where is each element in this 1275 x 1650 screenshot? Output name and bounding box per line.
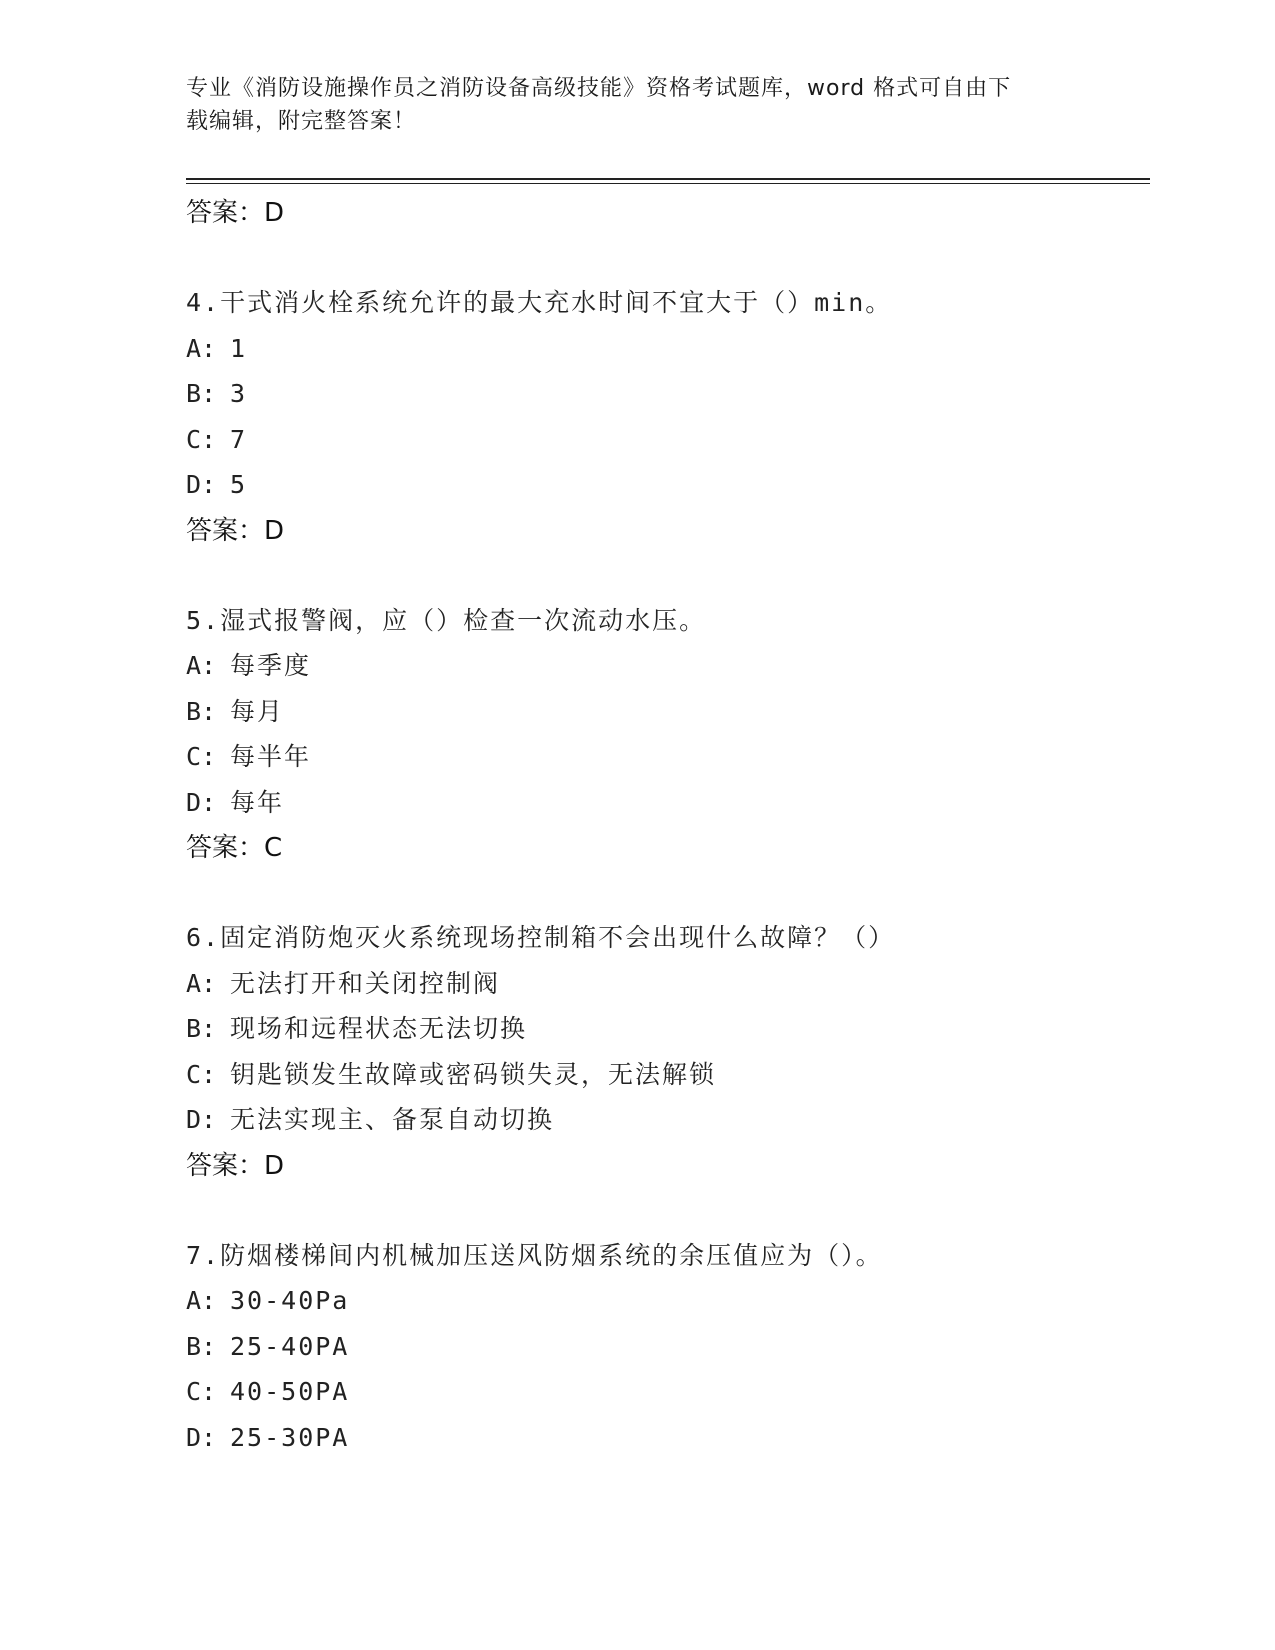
option-key: C: [186,742,217,771]
document-header [186,72,1066,138]
question-list [186,190,1146,1460]
option-value: 无法打开和关闭控制阀 [230,968,501,998]
answer-line: 答案：C [186,833,283,863]
option-key: D: [186,787,217,817]
option-key: B: [186,379,217,408]
option-value: 每季度 [230,651,312,680]
question-text: 6.固定消防炮灭火系统现场控制箱不会出现什么故障？（） [186,923,896,952]
header-line-2: 载编辑，附完整答案！ [186,109,417,134]
option-b [186,1006,1146,1052]
option-value: 30-40Pa [230,1286,350,1315]
option-a [186,643,1146,689]
option-b [186,689,1146,735]
option-value: 每半年 [230,742,312,771]
option-key: B: [186,1014,217,1043]
question-text: 4.干式消火栓系统允许的最大充水时间不宜大于（）min。 [186,288,893,317]
option-c [186,417,1146,463]
question-block [186,915,1146,1189]
option-a [186,326,1146,372]
option-value: 3 [230,379,248,408]
option-a [186,1278,1146,1324]
answer-line: 答案：D [186,1150,285,1181]
question-text: 5.湿式报警阀，应（）检查一次流动水压。 [186,605,707,635]
option-a [186,961,1146,1007]
option-value: 25-40PA [230,1331,350,1361]
option-c [186,734,1146,780]
option-key: C: [186,424,217,454]
option-b [186,1324,1146,1370]
option-key: A: [186,651,217,680]
option-value: 无法实现主、备泵自动切换 [230,1105,555,1134]
option-key: B: [186,1331,217,1361]
option-d [186,1097,1146,1143]
question-block [186,280,1146,554]
option-value: 5 [230,470,248,499]
option-key: C: [186,1059,217,1089]
option-value: 1 [230,333,248,363]
option-key: C: [186,1377,217,1406]
option-key: B: [186,696,217,726]
option-value: 40-50PA [230,1377,350,1406]
option-key: A: [186,968,217,998]
header-line-1: 专业《消防设施操作员之消防设备高级技能》资格考试题库，word 格式可自由下 [186,76,1012,101]
option-value: 25-30PA [230,1422,350,1452]
header-divider [186,178,1150,180]
option-value: 每月 [230,696,285,726]
question-block [186,1233,1146,1461]
option-d [186,1415,1146,1461]
header-divider-thin [186,183,1150,184]
option-c [186,1052,1146,1098]
option-key: D: [186,1422,217,1452]
option-d [186,780,1146,826]
option-b [186,371,1146,417]
option-value: 现场和远程状态无法切换 [230,1014,528,1043]
option-value: 7 [230,424,248,454]
option-key: A: [186,1286,217,1315]
option-key: D: [186,470,217,499]
option-d [186,462,1146,508]
option-c [186,1369,1146,1415]
option-key: A: [186,333,217,363]
option-value: 钥匙锁发生故障或密码锁失灵，无法解锁 [230,1059,717,1089]
answer-line: 答案：D [186,515,285,546]
question-text: 7.防烟楼梯间内机械加压送风防烟系统的余压值应为（）。 [186,1240,883,1270]
question-block [186,598,1146,872]
option-key: D: [186,1105,217,1134]
answer-line: 答案：D [186,198,285,228]
option-value: 每年 [230,787,285,817]
